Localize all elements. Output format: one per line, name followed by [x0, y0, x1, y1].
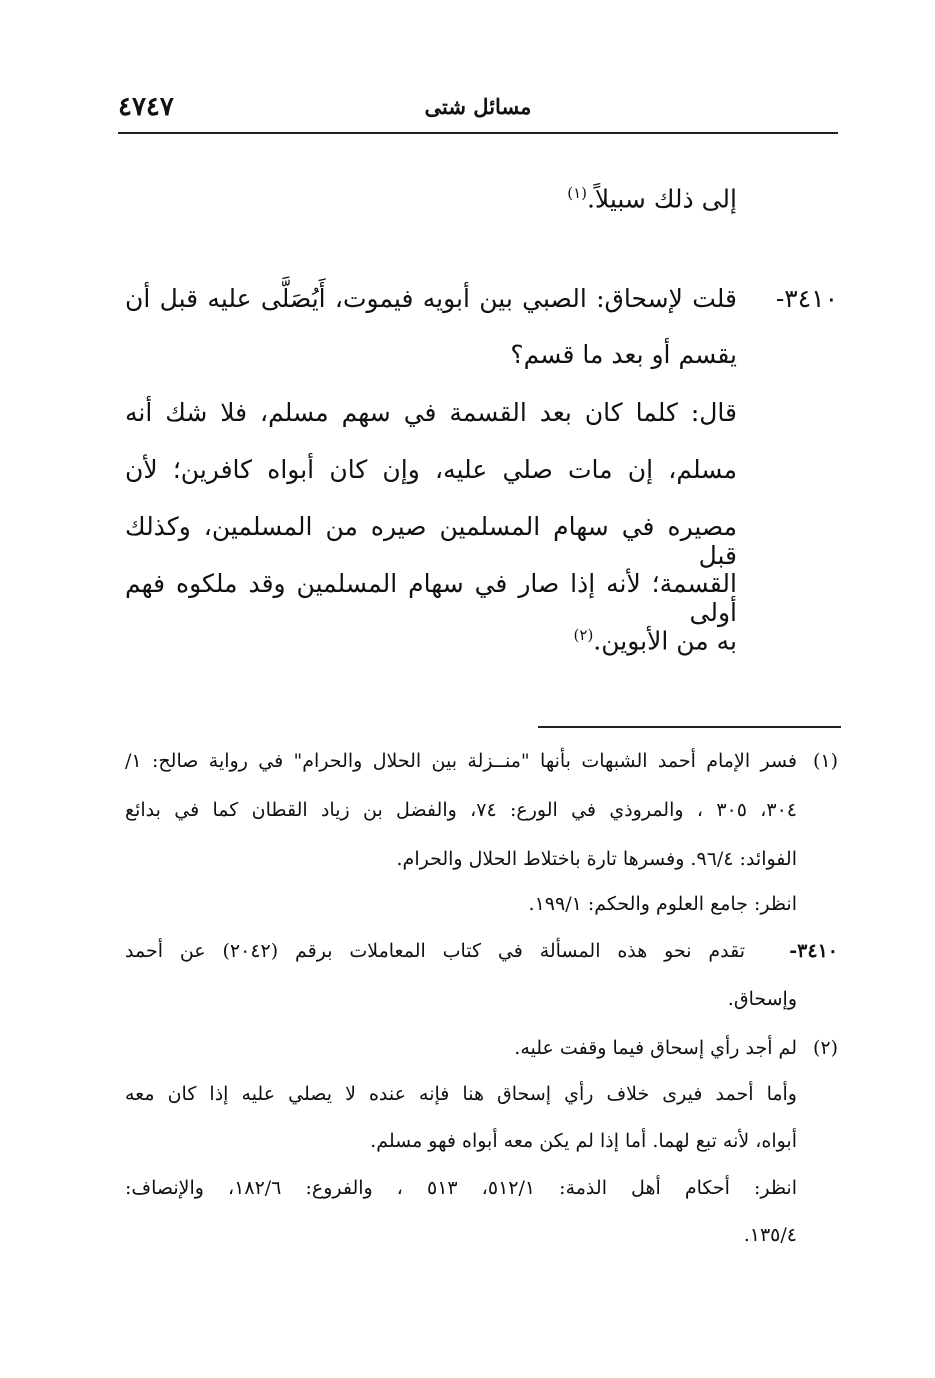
page-header — [118, 92, 838, 134]
footnote-2-line-5: ١٣٥/٤. — [743, 1224, 797, 1246]
question-line-1: قلت لإسحاق: الصبي بين أبويه فيموت، أَيُصَلَّى عليه قبل أن — [125, 284, 737, 313]
footnote-ref-2: (٢) — [573, 626, 594, 644]
entry-ref-line-2: وإسحاق. — [727, 988, 797, 1010]
entry-ref-number: ٣٤١٠- — [789, 940, 838, 962]
answer-line-1: قال: كلما كان بعد القسمة في سهم مسلم، فلا شك أنه — [125, 398, 737, 427]
question-line-2: يقسم أو بعد ما قسم؟ — [510, 340, 737, 369]
footnote-2-line-4: انظر: أحكام أهل الذمة: ٥١٢/١، ٥١٣ ، والفروع: ١٨٢/٦، والإنصاف: — [125, 1177, 797, 1199]
footnote-1-line-3: الفوائد: ٩٦/٤. وفسرها تارة باختلاط الحلال والحرام. — [396, 848, 797, 870]
carryover-text: إلى ذلك سبيلاً. — [586, 184, 737, 214]
footnote-1-line-1: فسر الإمام أحمد الشبهات بأنها "منــزلة بين الحلال والحرام" في رواية صالح: ١/ — [125, 750, 797, 772]
footnote-2-line-2: وأما أحمد فيرى خلاف رأي إسحاق هنا فإنه عنده لا يصلي عليه إذا كان معه — [125, 1083, 797, 1105]
answer-line-2: مسلم، إن مات صلي عليه، وإن كان أبواه كافرين؛ لأن — [125, 455, 737, 484]
footnote-1-line-4: انظر: جامع العلوم والحكم: ١٩٩/١. — [528, 893, 797, 915]
answer-line-3: مصيره في سهام المسلمين صيره من المسلمين، وكذلك قبل — [125, 512, 737, 570]
answer-line-5 — [574, 626, 737, 655]
footnote-2-line-1: لم أجد رأي إسحاق فيما وقفت عليه. — [514, 1037, 797, 1059]
footnote-2-marker: (٢) — [812, 1037, 838, 1059]
footnote-ref-1: (١) — [567, 184, 587, 202]
footnote-1-marker: (١) — [812, 750, 838, 772]
footnote-1-line-2: ٣٠٤، ٣٠٥ ، والمروذي في الورع: ٧٤، والفضل بن زياد القطان كما في بدائع — [125, 799, 798, 821]
answer-line-4: القسمة؛ لأنه إذا صار في سهام المسلمين وقد ملكوه فهم أولى — [125, 569, 737, 627]
running-title: مسائل شتى — [424, 94, 532, 119]
answer-line-5-text: به من الأبوين. — [593, 626, 737, 656]
entry-number: ٣٤١٠- — [775, 284, 838, 313]
footnote-separator — [538, 726, 841, 728]
entry-ref-line-1: تقدم نحو هذه المسألة في كتاب المعاملات برقم (٢٠٤٢) عن أحمد — [125, 940, 745, 962]
footnote-2-line-3: أبواه، لأنه تبع لهما. أما إذا لم يكن معه أبواه فهو مسلم. — [370, 1130, 797, 1152]
page-number: ٤٧٤٧ — [118, 92, 174, 122]
carryover-line — [567, 184, 737, 213]
